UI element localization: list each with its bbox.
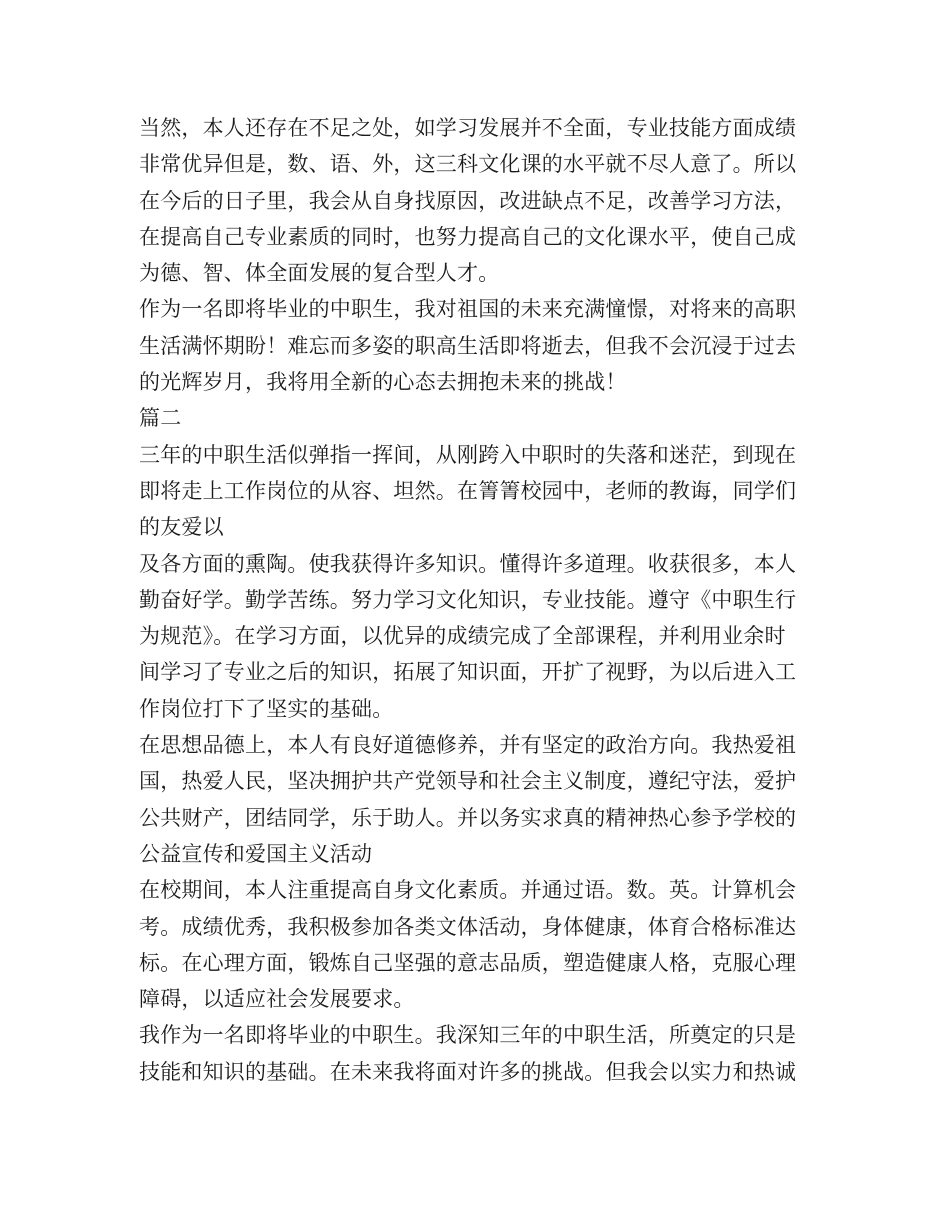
text-line: 公共财产，团结同学，乐于助人。并以务实求真的精神热心参予学校的 xyxy=(139,805,797,830)
text-line: 作岗位打下了坚实的基础。 xyxy=(139,696,394,721)
text-line: 障碍，以适应社会发展要求。 xyxy=(139,987,415,1012)
text-line: 间学习了专业之后的知识，拓展了知识面，开扩了视野，为以后进入工 xyxy=(139,660,797,685)
text-line: 非常优异但是，数、语、外，这三科文化课的水平就不尽人意了。所以 xyxy=(139,152,797,177)
text-line: 三年的中职生活似弹指一挥间，从刚跨入中职时的失落和迷茫，到现在 xyxy=(139,442,797,467)
document-body xyxy=(139,110,819,1090)
text-line: 在思想品德上，本人有良好道德修养，并有坚定的政治方向。我热爱祖 xyxy=(139,733,797,758)
text-line: 当然，本人还存在不足之处，如学习发展并不全面，专业技能方面成绩 xyxy=(139,116,797,140)
text-line: 考。成绩优秀，我积极参加各类文体活动，身体健康，体育合格标准达 xyxy=(139,914,797,939)
text-line: 即将走上工作岗位的从容、坦然。在箐箐校园中，老师的教诲，同学们 xyxy=(139,478,797,503)
text-line: 在提高自己专业素质的同时，也努力提高自己的文化课水平，使自己成 xyxy=(139,224,797,249)
text-line: 作为一名即将毕业的中职生，我对祖国的未来充满憧憬，对将来的高职 xyxy=(139,297,797,322)
text-line: 公益宣传和爱国主义活动 xyxy=(139,841,373,866)
text-line: 在校期间，本人注重提高自身文化素质。并通过语。数。英。计算机会 xyxy=(139,878,797,903)
text-line: 及各方面的熏陶。使我获得许多知识。懂得许多道理。收获很多，本人 xyxy=(139,551,797,576)
text-line: 国，热爱人民，坚决拥护共产党领导和社会主义制度，遵纪守法，爱护 xyxy=(139,769,797,794)
text-line: 勤奋好学。勤学苦练。努力学习文化知识，专业技能。遵守《中职生行 xyxy=(139,587,797,612)
text-line: 技能和知识的基础。在未来我将面对许多的挑战。但我会以实力和热诚 xyxy=(139,1059,797,1084)
text-line: 为规范》。在学习方面，以优异的成绩完成了全部课程，并利用业余时 xyxy=(139,624,786,649)
section-heading: 篇二 xyxy=(139,406,182,431)
text-line: 我作为一名即将毕业的中职生。我深知三年的中职生活，所奠定的只是 xyxy=(139,1023,797,1048)
text-line: 的友爱以 xyxy=(139,515,224,540)
text-line: 标。在心理方面，锻炼自己坚强的意志品质，塑造健康人格，克服心理 xyxy=(139,950,797,975)
text-line: 在今后的日子里，我会从自身找原因，改进缺点不足，改善学习方法， xyxy=(139,188,797,213)
text-line: 的光辉岁月，我将用全新的心态去拥抱未来的挑战！ xyxy=(139,370,627,395)
text-line: 生活满怀期盼！难忘而多姿的职高生活即将逝去，但我不会沉浸于过去 xyxy=(139,333,797,358)
text-line: 为德、智、体全面发展的复合型人才。 xyxy=(139,261,500,286)
